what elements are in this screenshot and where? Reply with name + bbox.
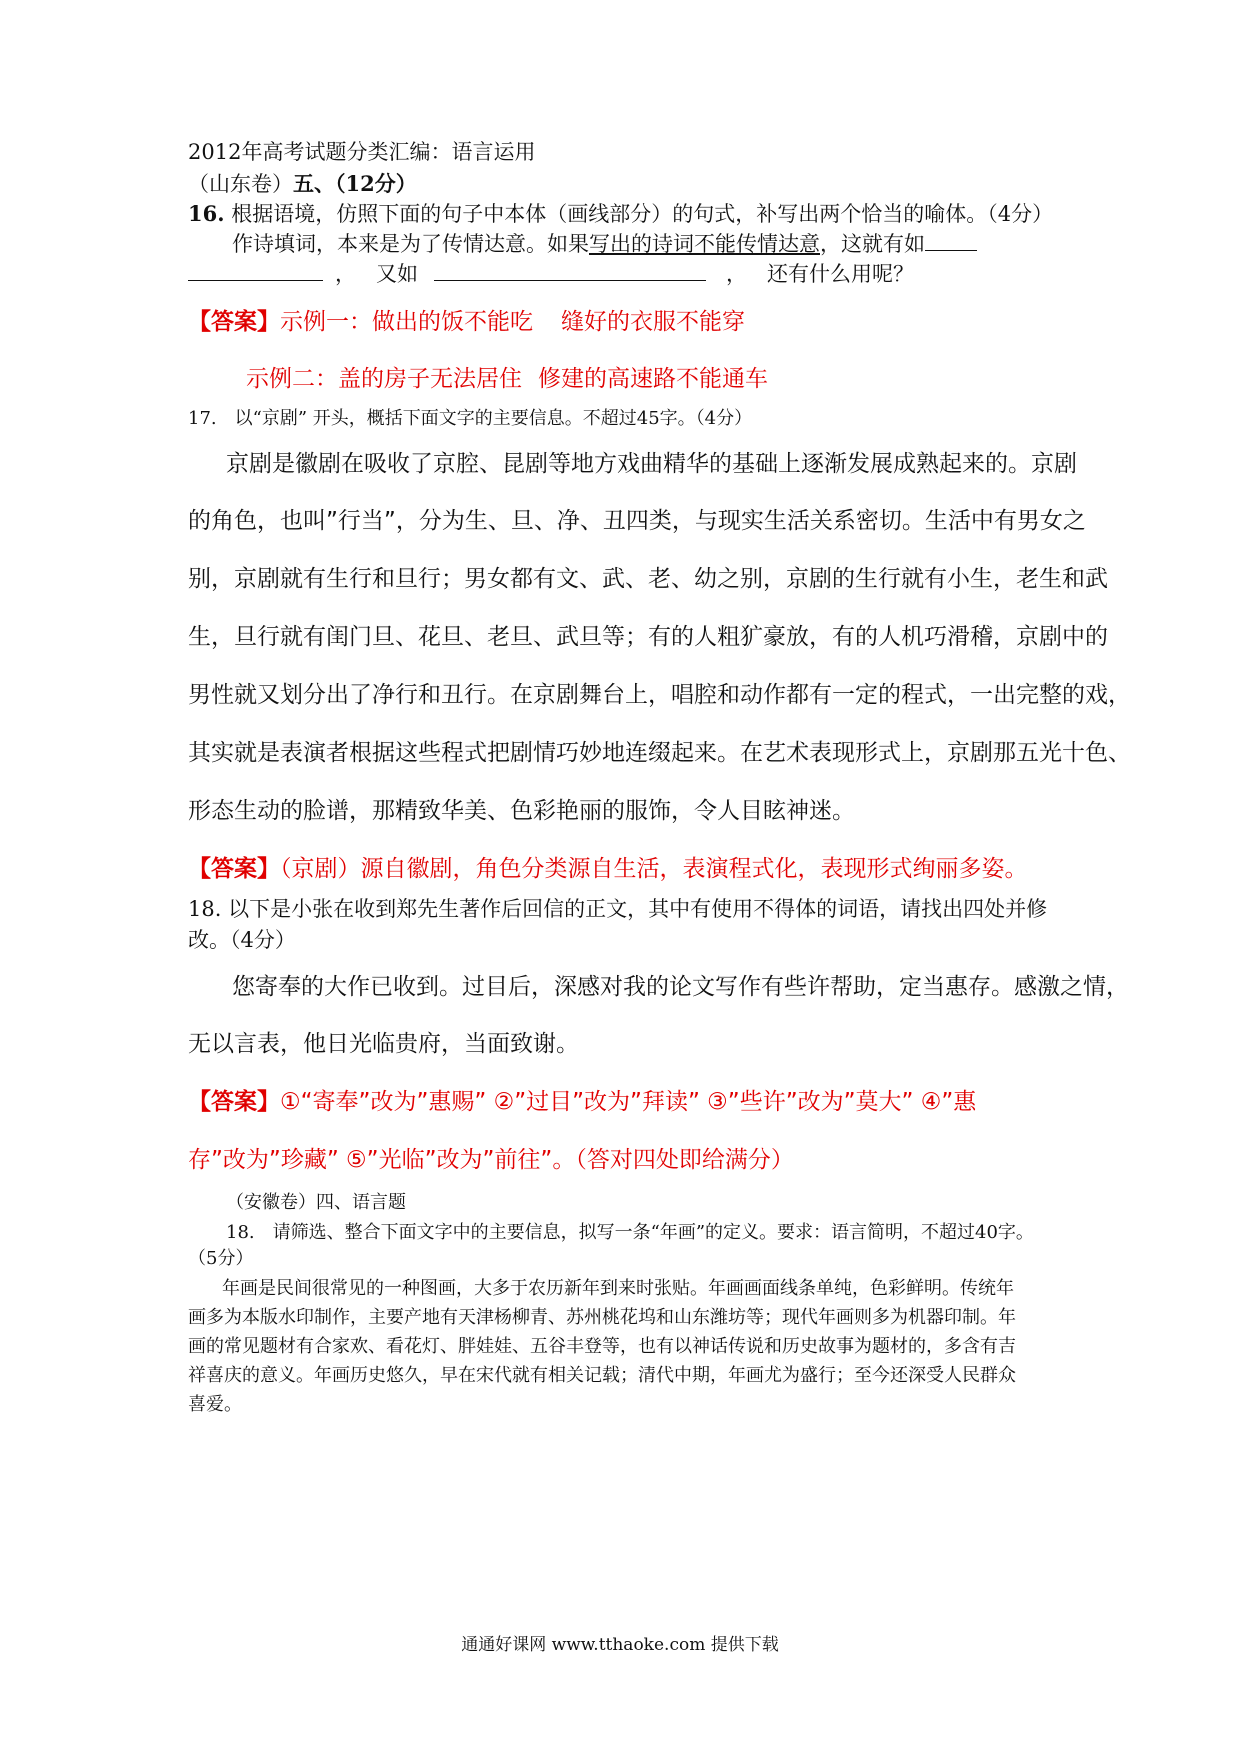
answer-tag: 【答案】	[188, 856, 280, 882]
q17-passage-line: 男性就又划分出了净行和丑行。在京剧舞台上，唱腔和动作都有一定的程式，一出完整的戏，	[188, 682, 1131, 708]
q16-number: 16.	[188, 201, 225, 226]
anhui-passage-line: 年画是民间很常见的一种图画，大多于农历新年到来时张贴。年画画面线条单纯，色彩鲜明。传统年	[222, 1278, 1014, 1299]
q17-passage-line: 京剧是徽剧在吸收了京腔、昆剧等地方戏曲精华的基础上逐渐发展成熟起来的。京剧	[226, 451, 1077, 477]
q18-answer-line2: 存”改为”珍藏” ⑤”光临”改为”前往”。（答对四处即给满分）	[188, 1147, 794, 1173]
anhui-passage-line: 画的常见题材有合家欢、看花灯、胖娃娃、五谷丰登等，也有以神话传说和历史故事为题材的，多含有吉	[188, 1336, 1016, 1357]
q17-passage-line: 别，京剧就有生行和旦行；男女都有文、武、老、幼之别，京剧的生行就有小生，老生和武	[188, 566, 1108, 592]
q16-text-f: 还有什么用呢？	[767, 262, 914, 286]
q16-prompt	[188, 198, 1053, 228]
q16-text-b: ，这就有如	[820, 232, 925, 256]
q16-prompt-text: 根据语境，仿照下面的句子中本体（画线部分）的句式，补写出两个恰当的喻体。（4分）	[231, 202, 1054, 226]
q18-answer-line1	[188, 1083, 976, 1116]
q16-text-c: ，	[335, 262, 356, 286]
shandong-section-header	[188, 168, 417, 198]
q18-letter-line: 您寄奉的大作已收到。过目后，深感对我的论文写作有些许帮助，定当惠存。感激之情，	[232, 974, 1129, 1000]
q18-answer-text-1: ①“寄奉”改为”惠赐” ②”过目”改为”拜读” ③”些许”改为”莫大” ④”惠	[280, 1089, 977, 1115]
q18-letter-line: 无以言表，他日光临贵府，当面致谢。	[188, 1031, 579, 1057]
q16-blank-1a[interactable]	[925, 232, 977, 251]
q18-prompt-line2: 改。（4分）	[188, 928, 296, 952]
q16-example2-a: 盖的房子无法居住	[338, 366, 522, 392]
q16-blank-2[interactable]	[434, 262, 706, 281]
q16-underlined-subject: 写出的诗词不能传情达意	[589, 232, 820, 256]
q17-passage-line: 的角色，也叫”行当”，分为生、旦、净、丑四类，与现实生活关系密切。生活中有男女之	[188, 508, 1086, 534]
q16-example2-b: 修建的高速路不能通车	[538, 366, 768, 392]
q17-passage-line: 形态生动的脸谱，那精致华美、色彩艳丽的服饰，令人目眩神迷。	[188, 798, 855, 824]
q17-answer-text: （京剧）源自徽剧，角色分类源自生活，表演程式化，表现形式绚丽多姿。	[280, 856, 1028, 882]
q16-text-d: 又如	[376, 262, 418, 286]
q17-answer	[188, 850, 1028, 883]
q16-example1-label: 示例一：	[280, 309, 372, 335]
q16-text-e: ，	[726, 262, 747, 286]
anhui-q18-prompt-line1: 18. 请筛选、整合下面文字中的主要信息，拟写一条“年画”的定义。要求：语言简明，不超过40字。	[226, 1222, 1034, 1243]
page-footer: 通通好课网 www.tthaoke.com 提供下载	[461, 1635, 779, 1655]
q16-example1-b: 缝好的衣服不能穿	[561, 309, 745, 335]
q17-passage-line: 生，旦行就有闺门旦、花旦、老旦、武旦等；有的人粗犷豪放，有的人机巧滑稽，京剧中的	[188, 624, 1108, 650]
q18-prompt-line1: 18. 以下是小张在收到郑先生著作后回信的正文，其中有使用不得体的词语，请找出四处并修	[188, 897, 1048, 921]
section-label: （山东卷）	[188, 172, 293, 196]
answer-tag: 【答案】	[188, 1089, 280, 1115]
q17-passage-line: 其实就是表演者根据这些程式把剧情巧妙地连缀起来。在艺术表现形式上，京剧那五光十色、	[188, 740, 1131, 766]
anhui-passage-line: 喜爱。	[188, 1394, 242, 1415]
q16-example2-label: 示例二：	[246, 366, 338, 392]
anhui-passage-line: 祥喜庆的意义。年画历史悠久，早在宋代就有相关记载；清代中期，年画尤为盛行；至今还深受人民群众	[188, 1365, 1016, 1386]
anhui-section-header: （安徽卷）四、语言题	[226, 1192, 406, 1213]
q16-answer-line2	[246, 360, 768, 393]
anhui-passage-line: 画多为本版水印制作，主要产地有天津杨柳青、苏州桃花坞和山东潍坊等；现代年画则多为机器印制。年	[188, 1307, 1016, 1328]
q16-example1-a: 做出的饭不能吃	[372, 309, 533, 335]
answer-tag: 【答案】	[188, 309, 280, 335]
q16-sentence-line2	[188, 258, 914, 288]
q16-answer-line1	[188, 303, 745, 336]
anhui-q18-prompt-line2: （5分）	[188, 1248, 254, 1269]
q16-sentence-line1	[232, 228, 977, 258]
q16-text-a: 作诗填词，本来是为了传情达意。如果	[232, 232, 589, 256]
section-title: 五、（12分）	[293, 171, 417, 196]
q16-blank-1b[interactable]	[188, 262, 323, 281]
document-title: 2012年高考试题分类汇编：语言运用	[188, 140, 536, 164]
q17-prompt: 17. 以“京剧” 开头，概括下面文字的主要信息。不超过45字。（4分）	[188, 408, 753, 429]
